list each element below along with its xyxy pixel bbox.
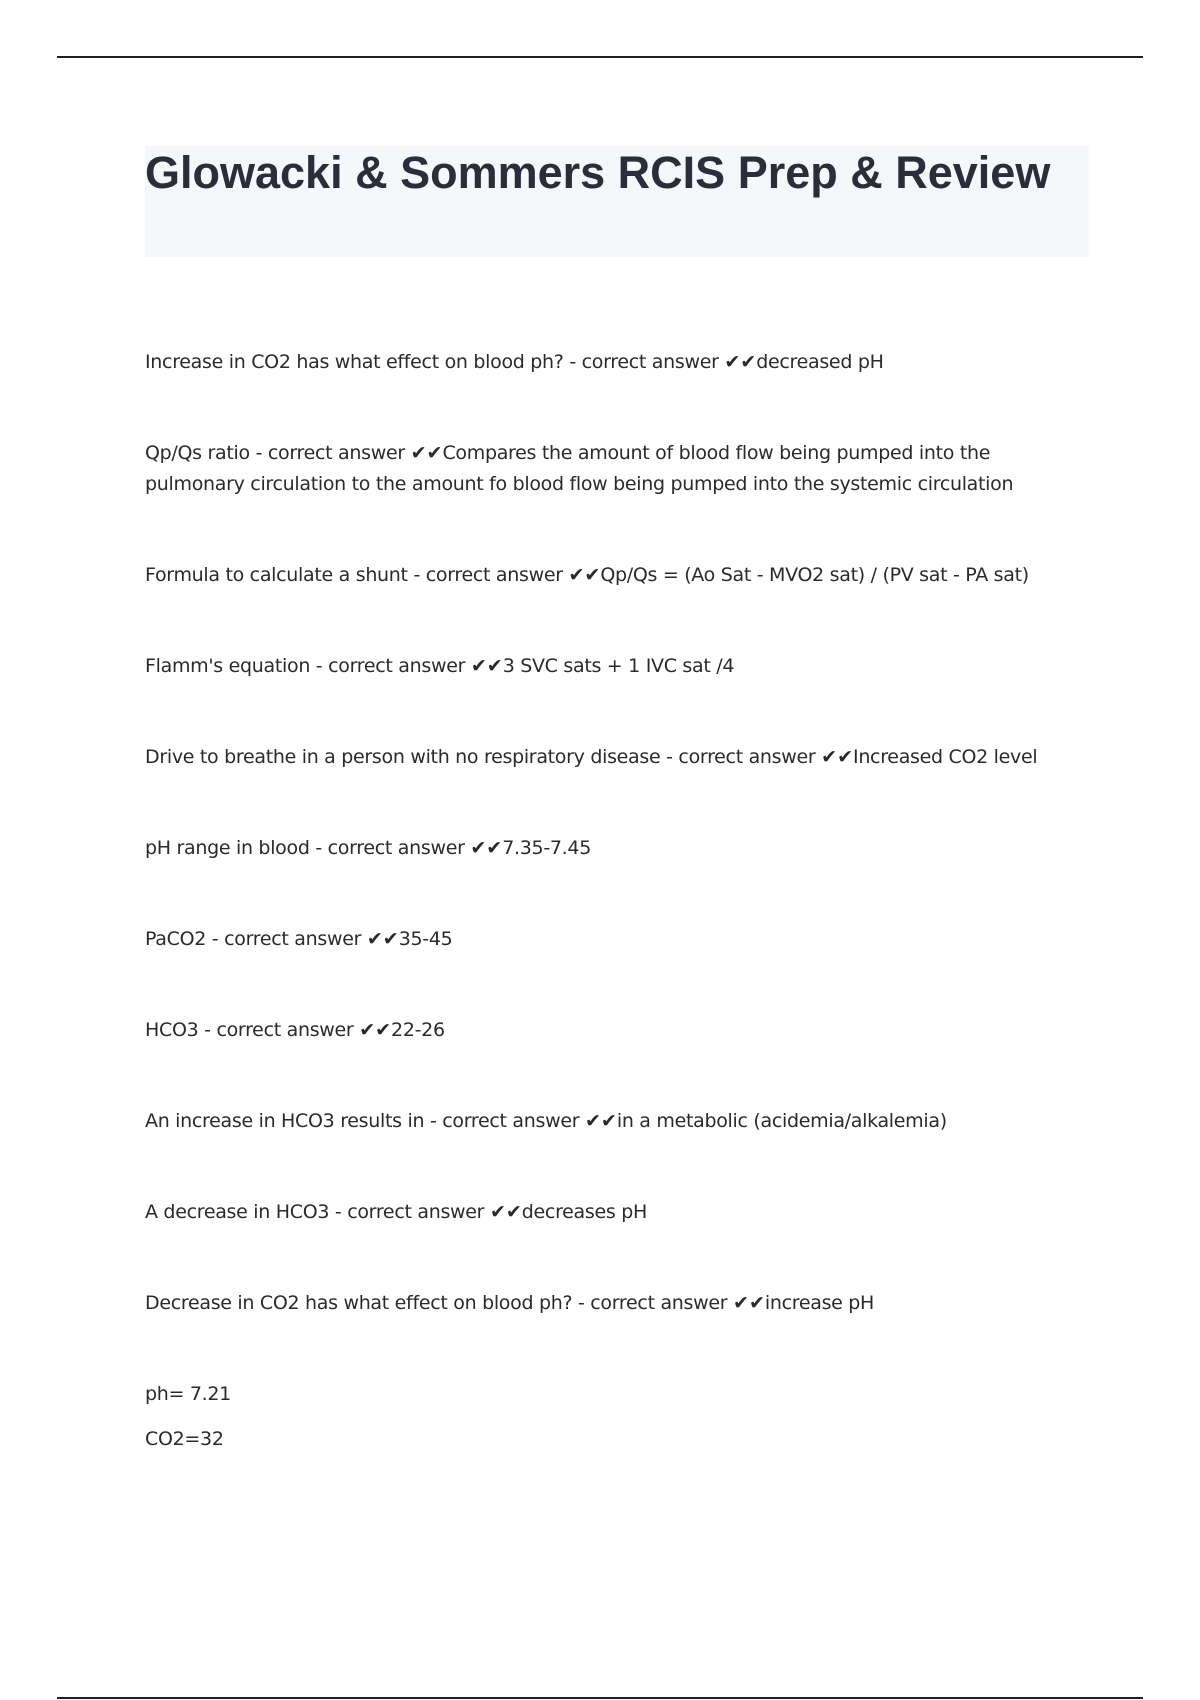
answer-separator: - correct answer: [310, 655, 471, 677]
answer-separator: - correct answer: [309, 837, 471, 859]
qa-item: [145, 1015, 1095, 1046]
top-rule: [57, 56, 1143, 58]
answer-separator: - correct answer: [329, 1201, 490, 1223]
qa-item: [145, 833, 1095, 864]
double-check-icon: ✔✔: [585, 1110, 617, 1132]
answer-separator: - correct answer: [198, 1019, 360, 1041]
answer-text: Increased CO2 level: [853, 746, 1038, 768]
question-text: pH range in blood: [145, 837, 310, 859]
answer-text: Qp/Qs = (Ao Sat - MVO2 sat) / (PV sat - PA sat): [600, 564, 1029, 586]
qa-item: [145, 438, 1095, 500]
question-text: Drive to breathe in a person with no respiratory disease: [145, 746, 661, 768]
qa-item: [145, 1106, 1095, 1137]
answer-separator: - correct answer: [249, 442, 411, 464]
answer-text: 22-26: [391, 1019, 445, 1041]
double-check-icon: ✔✔: [821, 746, 854, 768]
double-check-icon: ✔✔: [366, 928, 399, 950]
bottom-rule: [57, 1697, 1143, 1699]
answer-separator: - correct answer: [563, 351, 725, 373]
answer-text: 3 SVC sats + 1 IVC sat /4: [502, 655, 735, 677]
double-check-icon: ✔✔: [470, 837, 503, 859]
double-check-icon: ✔✔: [489, 1201, 522, 1223]
document-title: Glowacki & Sommers RCIS Prep & Review: [145, 147, 1051, 198]
qa-item: [145, 1197, 1095, 1228]
question-text: Decrease in CO2 has what effect on blood ph?: [145, 1292, 573, 1314]
question-text: Flamm's equation: [145, 655, 311, 677]
qa-item: [145, 560, 1095, 591]
question-text: An increase in HCO3 results in: [145, 1110, 425, 1132]
answer-separator: - correct answer: [424, 1110, 585, 1132]
answer-text: Compares the amount of blood flow being pumped into the pulmonary circulation to the amount fo blood flow being pumped into the systemic circulation: [145, 442, 1014, 495]
question-text: A decrease in HCO3: [145, 1201, 330, 1223]
double-check-icon: ✔✔: [470, 655, 503, 677]
double-check-icon: ✔✔: [410, 442, 443, 464]
answer-text: in a metabolic (acidemia/alkalemia): [616, 1110, 947, 1132]
double-check-icon: ✔✔: [359, 1019, 392, 1041]
answer-separator: - correct answer: [407, 564, 569, 586]
qa-item: [145, 347, 1095, 378]
trailing-line: CO2=32: [145, 1428, 224, 1450]
question-text: Formula to calculate a shunt: [145, 564, 408, 586]
double-check-icon: ✔✔: [733, 1292, 765, 1314]
answer-separator: - correct answer: [660, 746, 822, 768]
answer-text: 7.35-7.45: [502, 837, 591, 859]
answer-separator: - correct answer: [572, 1292, 734, 1314]
answer-text: 35-45: [398, 928, 453, 950]
question-text: Qp/Qs ratio: [145, 442, 250, 464]
answer-text: decreased pH: [756, 351, 884, 373]
question-text: PaCO2: [145, 928, 207, 950]
answer-separator: - correct answer: [206, 928, 367, 950]
qa-item: [145, 1288, 1095, 1319]
double-check-icon: ✔✔: [724, 351, 757, 373]
question-text: HCO3: [145, 1019, 199, 1041]
qa-item: [145, 742, 1095, 773]
qa-list: [145, 347, 1095, 1469]
trailing-line: ph= 7.21: [145, 1383, 231, 1405]
question-text: Increase in CO2 has what effect on blood ph?: [145, 351, 564, 373]
answer-text: increase pH: [764, 1292, 875, 1314]
qa-item: [145, 924, 1095, 955]
answer-text: decreases pH: [521, 1201, 647, 1223]
qa-item: [145, 651, 1095, 682]
double-check-icon: ✔✔: [568, 564, 601, 586]
